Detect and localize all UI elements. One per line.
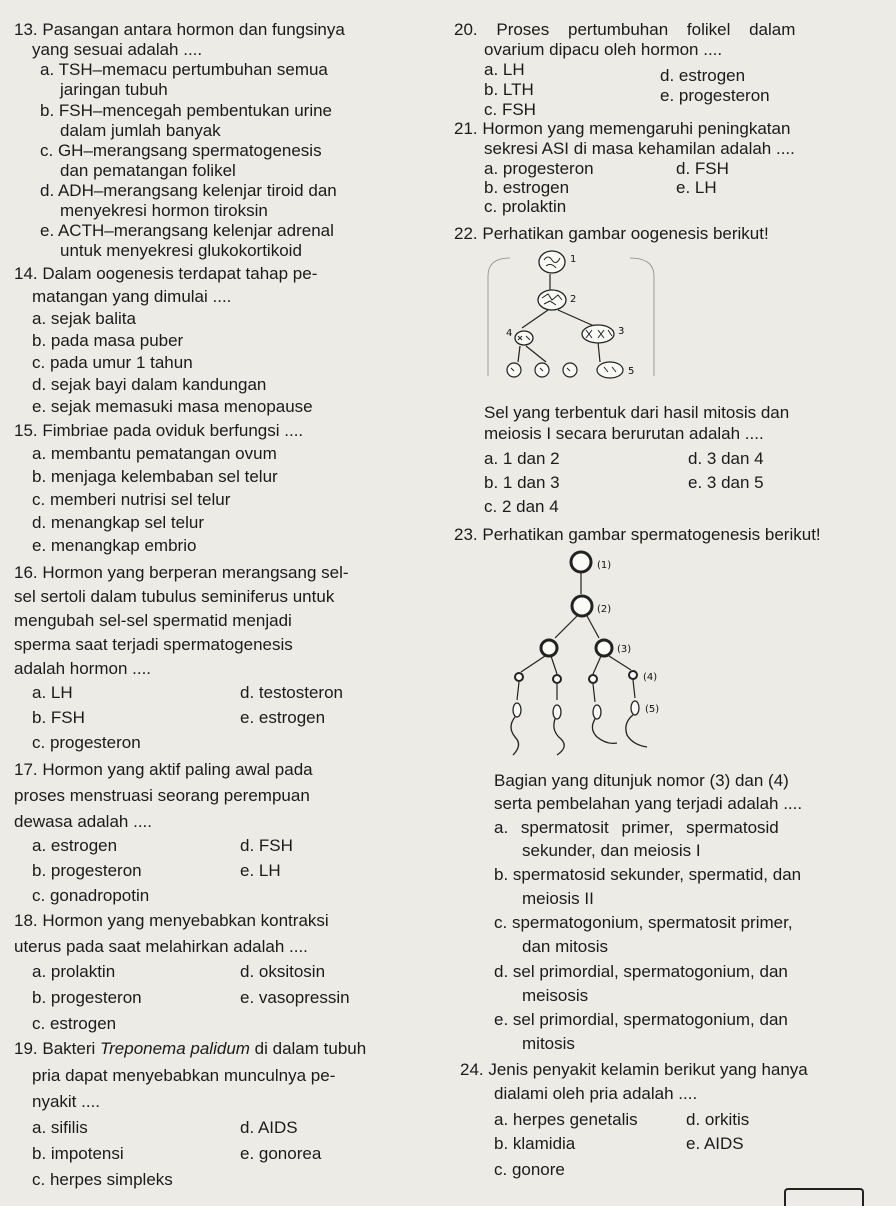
- q24-stem-line1: 24. Jenis penyakit kelamin berikut yang hanya: [460, 1060, 808, 1079]
- sperm-label-4: (4): [643, 672, 658, 683]
- q17-stem-line1: 17. Hormon yang aktif paling awal pada: [14, 760, 313, 779]
- page-corner-mark: [784, 1188, 864, 1206]
- oocyte-cell-3: [582, 325, 614, 343]
- oogenesis-label-5: 5: [628, 366, 635, 377]
- q20-option-a: a. LH: [484, 60, 525, 79]
- q16-stem-line2: sel sertoli dalam tubulus seminiferus untuk: [14, 587, 335, 606]
- q15-option-e: e. menangkap embrio: [32, 536, 197, 555]
- q23-option-e-cont: mitosis: [522, 1034, 575, 1053]
- q23-option-a: a. spermatosit primer, spermatosid: [494, 818, 779, 837]
- secondary-spermatocyte-right: [596, 640, 612, 656]
- q22-option-a: a. 1 dan 2: [484, 449, 560, 468]
- oocyte-cell-5a: [507, 363, 521, 377]
- q20-stem-line2: ovarium dipacu oleh hormon ....: [484, 40, 723, 59]
- spermatogonium-cell: [571, 552, 591, 572]
- sperm-label-2: (2): [597, 604, 612, 615]
- oogenesis-label-2: 2: [570, 294, 577, 305]
- sperm-4: [631, 701, 639, 715]
- q13-stem-line1: 13. Pasangan antara hormon dan fungsinya: [14, 20, 345, 39]
- oocyte-cell-4: [515, 331, 533, 345]
- q15-option-a: a. membantu pematangan ovum: [32, 444, 277, 463]
- q23-option-d: d. sel primordial, spermatogonium, dan: [494, 962, 788, 981]
- q13-option-a: a. TSH–memacu pertumbuhan semua: [40, 60, 328, 79]
- oocyte-cell-1: [539, 251, 565, 273]
- q16-option-c: c. progesteron: [32, 733, 141, 752]
- q19-option-c: c. herpes simpleks: [32, 1170, 173, 1189]
- q23-option-b: b. spermatosid sekunder, spermatid, dan: [494, 865, 802, 884]
- q19-stem-line1: 19. Bakteri Treponema palidum di dalam tubuh: [14, 1039, 367, 1058]
- q17-option-c: c. gonadropotin: [32, 886, 150, 905]
- q23-option-d-cont: meisosis: [522, 986, 589, 1005]
- q16-option-a: a. LH: [32, 683, 73, 702]
- q21-stem-line2: sekresi ASI di masa kehamilan adalah ....: [484, 139, 795, 158]
- q21-option-d: d. FSH: [676, 159, 729, 178]
- q23-after-line1: Bagian yang ditunjuk nomor (3) dan (4): [494, 771, 789, 790]
- q21-option-c: c. prolaktin: [484, 197, 567, 216]
- q14-stem-line1: 14. Dalam oogenesis terdapat tahap pe-: [14, 264, 318, 283]
- spermatid-2: [553, 675, 561, 683]
- q22-option-b: b. 1 dan 3: [484, 473, 560, 492]
- q16-option-b: b. FSH: [32, 708, 85, 727]
- q20-option-c: c. FSH: [484, 100, 536, 119]
- q15-option-c: c. memberi nutrisi sel telur: [32, 490, 231, 509]
- oocyte-cell-5d: [597, 362, 623, 378]
- q22-option-e: e. 3 dan 5: [688, 473, 764, 492]
- sperm-label-3: (3): [617, 644, 632, 655]
- q17-option-e: e. LH: [240, 861, 281, 880]
- q19-option-b: b. impotensi: [32, 1144, 124, 1163]
- q18-stem-line1: 18. Hormon yang menyebabkan kontraksi: [14, 911, 329, 930]
- q24-option-e: e. AIDS: [686, 1134, 744, 1153]
- q16-stem-line5: adalah hormon ....: [14, 659, 152, 678]
- q15-option-b: b. menjaga kelembaban sel telur: [32, 467, 278, 486]
- primary-spermatocyte-cell: [572, 596, 592, 616]
- q18-option-e: e. vasopressin: [240, 988, 350, 1007]
- spermatogenesis-diagram: [505, 550, 685, 760]
- q13-option-c-cont: dan pematangan folikel: [60, 161, 236, 180]
- q13-option-c: c. GH–merangsang spermatogenesis: [40, 141, 322, 160]
- oocyte-cell-5c: [563, 363, 577, 377]
- q13-option-b: b. FSH–mencegah pembentukan urine: [40, 101, 333, 120]
- q24-option-c: c. gonore: [494, 1160, 565, 1179]
- q21-option-b: b. estrogen: [484, 178, 570, 197]
- q24-option-b: b. klamidia: [494, 1134, 576, 1153]
- q23-stem: 23. Perhatikan gambar spermatogenesis berikut!: [454, 525, 821, 544]
- q23-option-c: c. spermatogonium, spermatosit primer,: [494, 913, 793, 932]
- q18-option-b: b. progesteron: [32, 988, 142, 1007]
- q22-option-d: d. 3 dan 4: [688, 449, 764, 468]
- q15-option-d: d. menangkap sel telur: [32, 513, 204, 532]
- q24-option-a: a. herpes genetalis: [494, 1110, 638, 1129]
- q13-stem-line2: yang sesuai adalah ....: [32, 40, 203, 59]
- spermatid-4: [629, 671, 637, 679]
- sperm-label-1: (1): [597, 560, 612, 571]
- q16-stem-line3: mengubah sel-sel spermatid menjadi: [14, 611, 292, 630]
- q23-option-a-cont: sekunder, dan meiosis I: [522, 841, 701, 860]
- q20-option-b: b. LTH: [484, 80, 534, 99]
- q20-option-d: d. estrogen: [660, 66, 746, 85]
- q19-option-d: d. AIDS: [240, 1118, 298, 1137]
- q20-stem-line1: 20. Proses pertumbuhan folikel dalam: [454, 20, 796, 39]
- q19-stem-line2: pria dapat menyebabkan munculnya pe-: [32, 1066, 336, 1085]
- q13-option-d: d. ADH–merangsang kelenjar tiroid dan: [40, 181, 337, 200]
- q23-after-line2: serta pembelahan yang terjadi adalah ....: [494, 794, 803, 813]
- sperm-label-5: (5): [645, 704, 660, 715]
- q13-option-d-cont: menyekresi hormon tiroksin: [60, 201, 268, 220]
- q15-stem: 15. Fimbriae pada oviduk berfungsi ....: [14, 421, 304, 440]
- q24-stem-line2: dialami oleh pria adalah ....: [494, 1084, 698, 1103]
- q23-option-e: e. sel primordial, spermatogonium, dan: [494, 1010, 788, 1029]
- q16-stem-line4: sperma saat terjadi spermatogenesis: [14, 635, 293, 654]
- q22-option-c: c. 2 dan 4: [484, 497, 559, 516]
- q23-option-b-cont: meiosis II: [522, 889, 594, 908]
- q17-option-b: b. progesteron: [32, 861, 142, 880]
- q21-option-a: a. progesteron: [484, 159, 594, 178]
- q22-after-line2: meiosis I secara berurutan adalah ....: [484, 424, 764, 443]
- q22-stem: 22. Perhatikan gambar oogenesis berikut!: [454, 224, 769, 243]
- q17-option-d: d. FSH: [240, 836, 293, 855]
- oogenesis-label-3: 3: [618, 326, 625, 337]
- oogenesis-label-1: 1: [570, 254, 577, 265]
- q13-option-e: e. ACTH–merangsang kelenjar adrenal: [40, 221, 334, 240]
- q17-stem-line3: dewasa adalah ....: [14, 812, 152, 831]
- q14-option-a: a. sejak balita: [32, 309, 136, 328]
- q18-option-d: d. oksitosin: [240, 962, 326, 981]
- q13-option-b-cont: dalam jumlah banyak: [60, 121, 221, 140]
- oogenesis-label-4: 4: [506, 328, 513, 339]
- q14-stem-line2: matangan yang dimulai ....: [32, 287, 232, 306]
- q17-option-a: a. estrogen: [32, 836, 118, 855]
- spermatid-3: [589, 675, 597, 683]
- sperm-3: [593, 705, 601, 719]
- q13-option-a-cont: jaringan tubuh: [60, 80, 168, 99]
- oogenesis-diagram: [470, 246, 670, 396]
- q14-option-b: b. pada masa puber: [32, 331, 184, 350]
- q16-stem-line1: 16. Hormon yang berperan merangsang sel-: [14, 563, 349, 582]
- q13-option-e-cont: untuk menyekresi glukokortikoid: [60, 241, 302, 260]
- q24-option-d: d. orkitis: [686, 1110, 750, 1129]
- q14-option-e: e. sejak memasuki masa menopause: [32, 397, 313, 416]
- q14-option-c: c. pada umur 1 tahun: [32, 353, 193, 372]
- q21-stem-line1: 21. Hormon yang memengaruhi peningkatan: [454, 119, 791, 138]
- q16-option-e: e. estrogen: [240, 708, 326, 727]
- q19-option-a: a. sifilis: [32, 1118, 88, 1137]
- q20-option-e: e. progesteron: [660, 86, 770, 105]
- secondary-spermatocyte-left: [541, 640, 557, 656]
- q18-option-c: c. estrogen: [32, 1014, 117, 1033]
- q14-option-d: d. sejak bayi dalam kandungan: [32, 375, 267, 394]
- spermatid-1: [515, 673, 523, 681]
- q22-after-line1: Sel yang terbentuk dari hasil mitosis dan: [484, 403, 790, 422]
- sperm-1: [513, 703, 521, 717]
- q21-option-e: e. LH: [676, 178, 717, 197]
- q16-option-d: d. testosteron: [240, 683, 344, 702]
- q18-option-a: a. prolaktin: [32, 962, 116, 981]
- q19-stem-line3: nyakit ....: [32, 1092, 101, 1111]
- q17-stem-line2: proses menstruasi seorang perempuan: [14, 786, 310, 805]
- q19-option-e: e. gonorea: [240, 1144, 322, 1163]
- q18-stem-line2: uterus pada saat melahirkan adalah ....: [14, 937, 308, 956]
- sperm-2: [553, 705, 561, 719]
- q23-option-c-cont: dan mitosis: [522, 937, 608, 956]
